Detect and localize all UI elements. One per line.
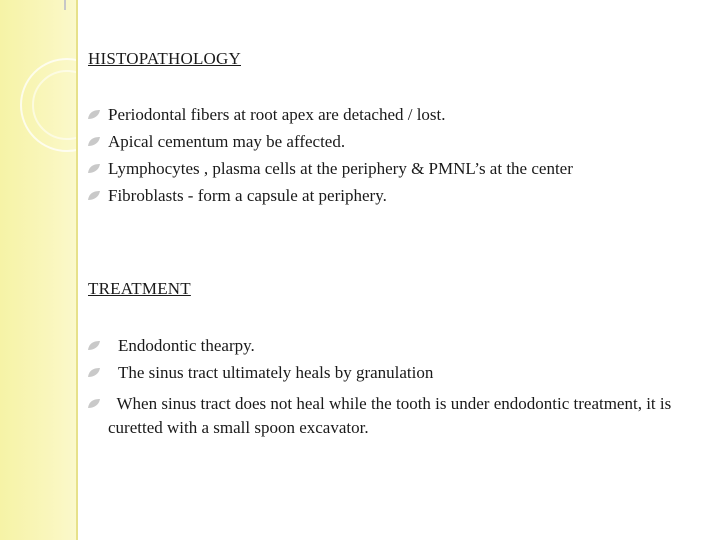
list-item: Fibroblasts - form a capsule at periphery.: [88, 182, 708, 209]
decorative-sidebar: [0, 0, 78, 540]
list-item: Lymphocytes , plasma cells at the periphery & PMNL’s at the center: [88, 155, 708, 182]
leaf-bullet-icon: [88, 368, 100, 377]
leaf-bullet-icon: [88, 164, 100, 173]
treatment-heading: TREATMENT: [88, 279, 191, 298]
treatment-list: [88, 332, 708, 440]
list-item: Apical cementum may be affected.: [88, 128, 708, 155]
leaf-bullet-icon: [88, 399, 100, 408]
histopathology-list: [88, 101, 708, 209]
leaf-bullet-icon: [88, 191, 100, 200]
histopathology-heading: HISTOPATHOLOGY: [88, 49, 241, 68]
list-item: Endodontic thearpy.: [88, 332, 708, 359]
list-item: When sinus tract does not heal while the tooth is under endodontic treatment, it is curetted with a small spoon excavator.: [88, 392, 708, 440]
list-item: Periodontal fibers at root apex are detached / lost.: [88, 101, 708, 128]
leaf-bullet-icon: [88, 137, 100, 146]
list-item: The sinus tract ultimately heals by granulation: [88, 359, 708, 386]
sidebar-edge: [76, 0, 78, 540]
sidebar-accent-line: [64, 0, 66, 10]
leaf-bullet-icon: [88, 341, 100, 350]
leaf-bullet-icon: [88, 110, 100, 119]
